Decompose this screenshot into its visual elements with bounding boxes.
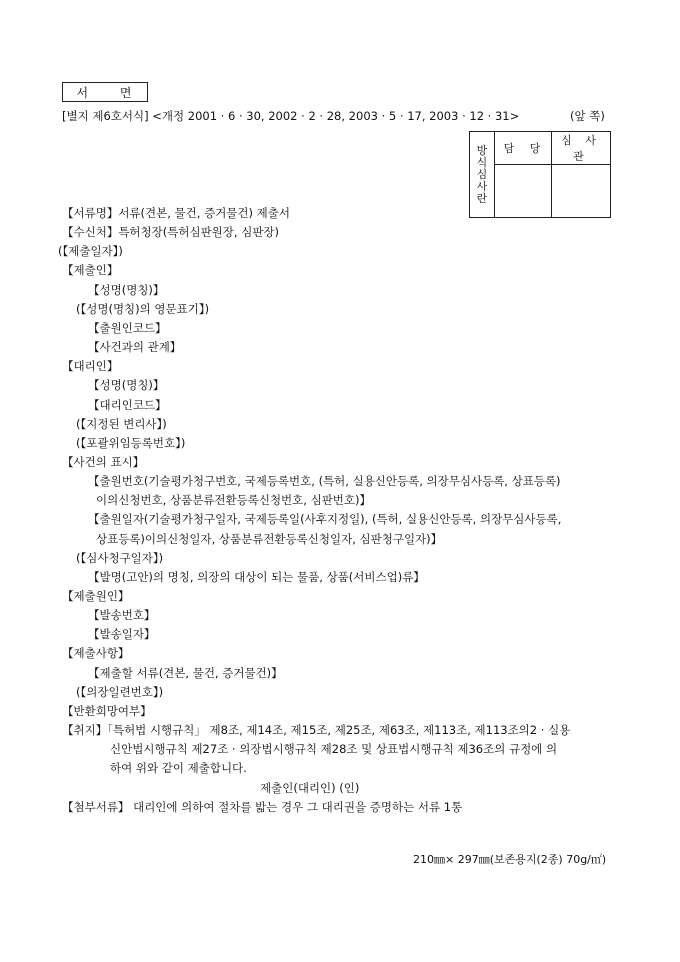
form-line: 신안법시행규칙 제27조 · 의장법시행규칙 제28조 및 상표법시행규칙 제36조의 규정에 의	[110, 742, 558, 757]
review-header-char: 방	[476, 143, 488, 157]
officer-stamp-cell	[495, 165, 552, 218]
form-line: 【대리인코드】	[88, 397, 167, 412]
review-header-char: 심	[476, 167, 488, 181]
form-line: 【취지】「특허법 시행규칙」 제8조, 제14조, 제15조, 제25조, 제63조, 제113조, 제113조의2 · 실용	[62, 723, 571, 738]
form-line: (【성명(명칭)의 영문표기】)	[76, 301, 210, 316]
form-line: 하여 위와 같이 제출합니다.	[110, 761, 247, 776]
review-header-char: 사	[476, 179, 488, 193]
form-title: 서 면	[62, 82, 148, 102]
review-stamp-table	[469, 131, 611, 218]
form-line: 【성명(명칭)】	[88, 378, 165, 393]
form-line: 【제출사항】	[62, 646, 130, 661]
form-line: 【발송번호】	[88, 608, 156, 623]
form-line: 【서류명】서류(견본, 물건, 증거물건) 제출서	[62, 206, 290, 220]
form-line: 【사건과의 관계】	[88, 340, 182, 355]
form-line: 【첨부서류】 대리인에 의하여 절차를 밟는 경우 그 대리권을 증명하는 서류 1통	[62, 799, 463, 814]
review-column-header	[470, 132, 495, 218]
form-line: (【포괄위임등록번호】)	[76, 435, 186, 450]
examiner-column-header: 심 사 관	[552, 132, 611, 165]
form-line: 【사건의 표시】	[62, 454, 145, 469]
revision-line: [별지 제6호서식] <개정 2001 · 6 · 30, 2002 · 2 · 28, 2003 · 5 · 17, 2003 · 12 · 31>	[62, 109, 520, 123]
review-header-char: 란	[476, 191, 488, 205]
form-line: 【제출원인】	[62, 589, 130, 603]
form-line: 【출원인코드】	[88, 320, 167, 335]
form-line: 【출원번호(기술평가청구번호, 국제등록번호, (특허, 실용신안등록, 의장무심사등록, 상표등록)	[88, 474, 561, 489]
form-line: 제출인(대리인) (인)	[260, 780, 360, 795]
form-line: (【심사청구일자】)	[76, 550, 164, 565]
review-header-char: 식	[476, 155, 488, 169]
examiner-stamp-cell	[552, 165, 611, 218]
form-line: 이의신청번호, 상품분류전환등록신청번호, 심판번호)】	[96, 493, 372, 508]
form-line: 【성명(명칭)】	[88, 282, 165, 297]
officer-column-header: 담 당	[495, 132, 552, 165]
form-line: 【대리인】	[62, 359, 119, 374]
form-line: (【제출일자】)	[58, 244, 123, 259]
form-line: 【제출인】	[62, 263, 119, 278]
form-line: 【제출할 서류(견본, 물건, 증거물건)】	[88, 665, 283, 680]
form-line: 【발송일자】	[88, 627, 156, 642]
form-line: 상표등록)이의신청일자, 상품분류전환등록신청일자, 심판청구일자)】	[96, 531, 443, 546]
form-line: (【의장일련번호】)	[76, 684, 164, 699]
form-line: 【발명(고안)의 명칭, 의장의 대상이 되는 물품, 상품(서비스업)류】	[88, 569, 425, 584]
page-side-label: (앞 쪽)	[570, 109, 605, 123]
form-line: (【지정된 변리사】)	[76, 416, 167, 431]
form-line: 【수신처】특허청장(특허심판원장, 심판장)	[62, 225, 280, 240]
paper-spec: 210㎜× 297㎜(보존용지(2종) 70g/㎡)	[413, 853, 607, 866]
form-line: 【반환희망여부】	[62, 703, 152, 718]
form-line: 【출원일자(기술평가청구일자, 국제등록일(사후지정일), (특허, 실용신안등록, 의장무심사등록,	[88, 512, 562, 527]
